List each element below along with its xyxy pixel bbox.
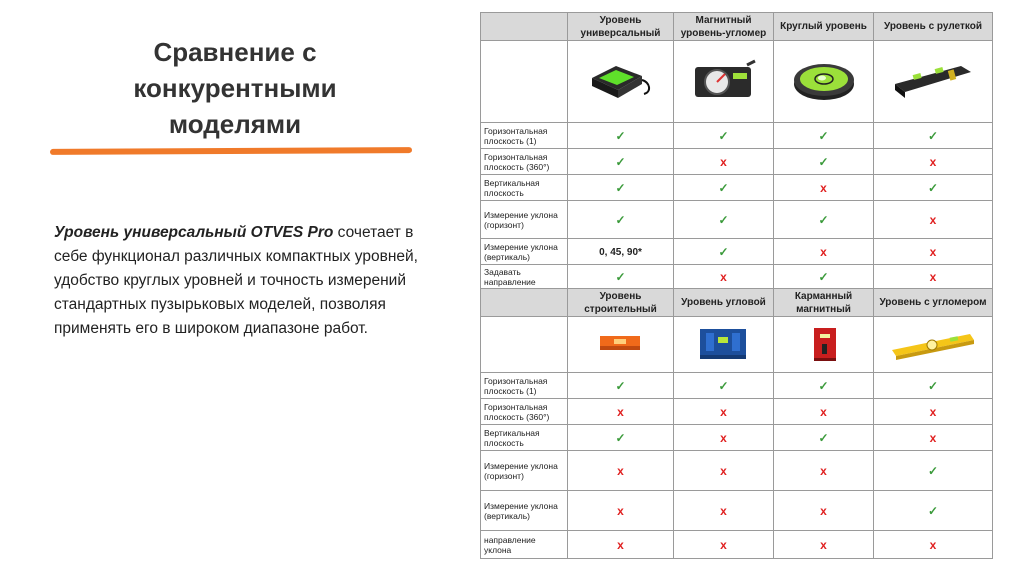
feature-label: направление уклона [481,531,568,559]
feature-value-cell [674,531,774,559]
corner-level-image [696,323,752,366]
cross-icon: х [820,537,827,552]
feature-value-cell [568,451,674,491]
feature-value-cell [874,451,993,491]
feature-value-cell [674,491,774,531]
check-icon: ✓ [927,128,939,143]
title-line: конкурентными [133,73,337,103]
feature-label: Горизонтальная плоскость (360°) [481,399,568,425]
description [54,221,434,341]
feature-value-cell [674,239,774,265]
feature-value-cell [674,373,774,399]
product-name: Уровень угловой [674,289,774,317]
cross-icon: х [720,463,727,478]
feature-value-cell [674,425,774,451]
feature-label: Горизонтальная плоскость (1) [481,123,568,149]
cross-icon: х [929,404,937,419]
cross-icon: х [720,154,727,169]
product-image-cell [874,317,993,373]
feature-value-cell [674,175,774,201]
feature-label: Горизонтальная плоскость (360°) [481,149,568,175]
cross-icon: х [720,430,727,445]
check-icon: ✓ [818,269,829,284]
feature-value-cell [874,149,993,175]
cross-icon: х [929,244,937,259]
product-name: Карманный магнитный [774,289,874,317]
feature-value-cell [874,491,993,531]
image-row-label-cell [481,41,568,123]
feature-value-cell [674,201,774,239]
cross-icon: х [929,537,937,552]
product-name: Уровень универсальный [568,13,674,41]
feature-value-cell [568,373,674,399]
cross-icon: х [720,269,727,284]
cross-icon: х [929,212,937,227]
product-image-cell [774,41,874,123]
header-corner-cell [481,289,568,317]
feature-value-cell [568,491,674,531]
feature-row [481,451,993,491]
check-icon: ✓ [718,244,729,259]
cross-icon: х [820,180,827,195]
feature-value-cell [568,265,674,289]
cross-icon: х [720,404,727,419]
feature-row [481,201,993,239]
feature-value-cell [774,531,874,559]
magnetic-protractor-image [689,57,759,106]
slide-title [95,34,375,142]
feature-value-cell [874,399,993,425]
feature-value-cell [568,399,674,425]
feature-value-cell [874,265,993,289]
feature-value-cell [568,149,674,175]
feature-value-cell [874,239,993,265]
cross-icon: х [820,244,827,259]
check-icon: ✓ [615,180,626,195]
product-name: Уровень с угломером [874,289,993,317]
feature-value-cell [774,373,874,399]
check-icon: ✓ [615,154,626,169]
feature-value-cell [774,175,874,201]
feature-label: Измерение уклона (горизонт) [481,451,568,491]
cross-icon: х [617,537,624,552]
check-icon: ✓ [927,180,939,195]
feature-value-cell [774,399,874,425]
feature-value-cell [874,201,993,239]
product-image-cell [674,41,774,123]
feature-value-cell [774,491,874,531]
header-corner-cell [481,13,568,41]
cross-icon: х [720,503,727,518]
feature-row [481,265,993,289]
feature-value-cell [774,425,874,451]
check-icon: ✓ [818,154,829,169]
check-icon: ✓ [615,378,626,393]
comparison-table [480,12,993,559]
product-name: Магнитный уровень-угломер [674,13,774,41]
cross-icon: х [929,430,937,445]
feature-value-cell [568,531,674,559]
product-image-cell [674,317,774,373]
feature-label: Измерение уклона (вертикаль) [481,491,568,531]
universal-level-image [586,58,656,105]
feature-value-cell [674,399,774,425]
feature-value-cell [568,425,674,451]
feature-value-cell [674,149,774,175]
feature-row [481,425,993,451]
feature-value-cell [774,201,874,239]
construction-level-image [598,330,644,359]
cross-icon: х [929,269,937,284]
feature-value-cell [874,123,993,149]
feature-row [481,531,993,559]
check-icon: ✓ [718,128,729,143]
check-icon: ✓ [927,378,939,393]
description-text: сочетает в себе функционал различных компактных уровней, удобство круглых уровней и точность измерений стандартных пузырьковых моделей, позволяя применять его в широком диапазоне работ. [54,224,418,337]
feature-value-cell [774,123,874,149]
feature-value-cell [568,201,674,239]
feature-value-cell [874,175,993,201]
feature-value-cell [568,123,674,149]
feature-value-text: 0, 45, 90* [599,246,642,258]
cross-icon: х [617,463,624,478]
feature-value-cell [774,265,874,289]
image-row-label-cell [481,317,568,373]
feature-label: Задавать направление [481,265,568,289]
cross-icon: х [617,404,624,419]
feature-label: Измерение уклона (вертикаль) [481,239,568,265]
product-name: Уровень с рулеткой [874,13,993,41]
check-icon: ✓ [718,378,729,393]
feature-row [481,239,993,265]
feature-value-cell [874,531,993,559]
feature-label: Измерение уклона (горизонт) [481,201,568,239]
feature-value-cell [568,175,674,201]
title-line: моделями [168,109,302,139]
check-icon: ✓ [615,269,626,284]
description-lead: Уровень универсальный OTVES Pro [54,224,334,241]
protractor-level-image [888,326,978,363]
feature-value-cell [874,425,993,451]
pocket-magnetic-level-image [804,322,844,367]
check-icon: ✓ [818,128,829,143]
cross-icon: х [617,503,624,518]
table-header-row [481,13,993,41]
feature-label: Вертикальная плоскость [481,425,568,451]
feature-value-cell [674,123,774,149]
cross-icon: х [720,537,727,552]
feature-row [481,149,993,175]
feature-row [481,399,993,425]
cross-icon: х [820,463,827,478]
check-icon: ✓ [718,212,729,227]
feature-label: Вертикальная плоскость [481,175,568,201]
cross-icon: х [929,154,937,169]
feature-value-cell [674,265,774,289]
check-icon: ✓ [818,212,829,227]
product-image-cell [874,41,993,123]
title-line: Сравнение с [153,37,317,67]
check-icon: ✓ [818,430,829,445]
product-name: Круглый уровень [774,13,874,41]
feature-value-cell [774,239,874,265]
round-level-image [789,56,859,107]
feature-row [481,123,993,149]
product-image-row [481,317,993,373]
check-icon: ✓ [615,212,626,227]
product-name: Уровень строительный [568,289,674,317]
check-icon: ✓ [927,463,939,478]
feature-row [481,373,993,399]
table-header-row [481,289,993,317]
feature-row [481,491,993,531]
product-image-cell [568,41,674,123]
product-image-row [481,41,993,123]
check-icon: ✓ [615,430,626,445]
product-image-cell [568,317,674,373]
check-icon: ✓ [927,503,939,518]
tape-level-image [891,58,975,105]
feature-value-cell [674,451,774,491]
title-underline [50,147,412,155]
feature-label: Горизонтальная плоскость (1) [481,373,568,399]
cross-icon: х [820,404,827,419]
check-icon: ✓ [818,378,829,393]
feature-row [481,175,993,201]
feature-value-cell [774,149,874,175]
check-icon: ✓ [615,128,626,143]
feature-value-cell [774,451,874,491]
product-image-cell [774,317,874,373]
check-icon: ✓ [718,180,729,195]
cross-icon: х [820,503,827,518]
feature-value-cell [874,373,993,399]
feature-value-cell [568,239,674,265]
